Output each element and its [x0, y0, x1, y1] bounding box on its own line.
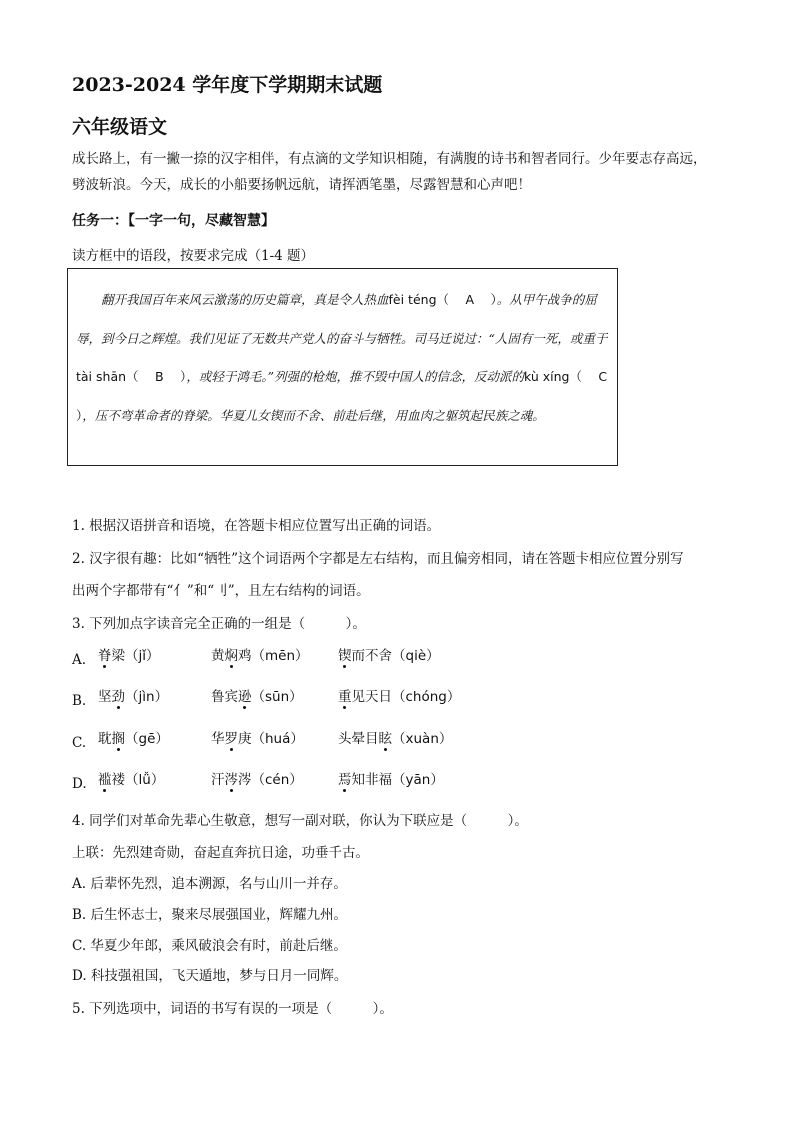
passage-text [76, 281, 624, 435]
blank-a: （ A ） [436, 292, 497, 307]
question-3-option-c [72, 727, 658, 751]
closing-paren: ） [426, 648, 440, 664]
dotted-character: 焖 [224, 648, 238, 664]
pinyin-reading: qiè [405, 648, 427, 664]
pinyin-reading: yān [405, 772, 431, 788]
intro-line-1: 成长路上，有一撇一捺的汉字相伴，有点滴的文学知识相随，有满腹的诗书和智者同行。少年要志存高远， [72, 151, 707, 167]
pinyin-b: tài shān [76, 369, 127, 384]
question-3-option-b [72, 685, 658, 709]
pinyin-reading: huá [265, 731, 291, 747]
word-suffix: （ [125, 689, 139, 705]
word-with-pinyin [338, 685, 460, 705]
word-prefix: 汗 [211, 772, 225, 788]
option-items [98, 727, 658, 747]
option-items [98, 644, 658, 664]
word-prefix: 华 [211, 731, 225, 747]
dotted-character: 逊 [238, 689, 252, 705]
blank-c: （ C ） [76, 369, 624, 423]
dotted-character: 劲 [111, 689, 125, 705]
word-suffix: （ [125, 731, 139, 747]
word-suffix: 褛（ [111, 772, 139, 788]
dotted-character: 重 [338, 689, 352, 705]
closing-paren: ） [155, 731, 169, 747]
pinyin-reading: jǐ [138, 648, 147, 664]
word-with-pinyin [211, 768, 303, 788]
question-4-option-a: A. 后辈怀先烈，追本溯源，名与山川一并存。 [72, 876, 347, 892]
word-suffix: 鸡（ [238, 648, 265, 664]
pinyin-reading: xuàn [405, 731, 439, 747]
pinyin-reading: gē [138, 731, 156, 747]
option-label: A. [72, 652, 87, 668]
closing-paren: ） [146, 648, 160, 664]
pinyin-reading: cén [265, 772, 290, 788]
dotted-character: 眩 [378, 731, 392, 747]
question-4-upper-couplet: 上联：先烈建奇勋，奋起直奔抗日途，功垂千古。 [72, 845, 369, 861]
closing-paren: ） [430, 772, 444, 788]
task-instruction: 读方框中的语段，按要求完成（1-4 题） [72, 248, 315, 264]
word-with-pinyin [98, 768, 164, 788]
word-suffix: 知非福（ [351, 772, 406, 788]
word-prefix: 黄 [211, 648, 225, 664]
pinyin-reading: chóng [405, 689, 447, 705]
closing-paren: ） [289, 772, 303, 788]
question-4-option-d: D. 科技强祖国，飞天遁地，梦与日月一同辉。 [72, 968, 348, 984]
dotted-character: 罗 [224, 731, 238, 747]
word-prefix: 坚 [98, 689, 112, 705]
question-3-option-a [72, 644, 658, 668]
word-with-pinyin [98, 727, 169, 747]
word-with-pinyin [211, 727, 304, 747]
closing-paren: ） [150, 772, 165, 788]
closing-paren: ） [289, 689, 303, 705]
word-with-pinyin [338, 644, 440, 664]
dotted-character: 脊 [98, 648, 112, 664]
word-prefix: 鲁宾 [211, 689, 238, 705]
passage-sentence-3: ，或轻于鸿毛。”列强的枪炮，推不毁中国人的信念，反动派的 [186, 369, 524, 384]
option-label: B. [72, 693, 87, 709]
word-with-pinyin [211, 644, 309, 664]
word-with-pinyin [211, 685, 303, 705]
dotted-character: 搁 [111, 731, 125, 747]
closing-paren: ） [438, 731, 453, 747]
question-2-line-2: 出两个字都带有“亻”和“刂”，且左右结构的词语。 [72, 583, 370, 599]
pinyin-a: fèi téng [388, 292, 437, 307]
option-label: C. [72, 735, 87, 751]
word-with-pinyin [338, 768, 444, 788]
passage-sentence-2: 。从甲午战争的屈辱，到今日之辉煌。我们见证了无数共产党人的奋斗与牺牲。司马迁说过：“人固有一死，或重于 [76, 292, 608, 346]
word-prefix: 耽 [98, 731, 112, 747]
closing-paren: ） [446, 689, 461, 705]
closing-paren: ） [295, 648, 309, 664]
exam-title: 2023-2024 学年度下学期期末试题 [72, 74, 383, 96]
word-with-pinyin [338, 727, 452, 747]
word-suffix: （ [392, 731, 406, 747]
dotted-character: 锲 [338, 648, 352, 664]
passage-sentence-1: 翻开我国百年来风云激荡的历史篇章，真是令人热血 [101, 292, 389, 307]
word-with-pinyin [98, 644, 160, 664]
question-5: 5. 下列选项中，词语的书写有误的一项是（ ）。 [72, 1001, 393, 1017]
dotted-character: 焉 [338, 772, 352, 788]
pinyin-reading: sūn [265, 689, 290, 705]
intro-paragraph [72, 146, 732, 198]
word-prefix: 头晕目 [338, 731, 379, 747]
closing-paren: ） [290, 731, 304, 747]
blank-b: （ B ） [126, 369, 187, 384]
word-suffix: 梁（ [111, 648, 139, 664]
pinyin-c: kù xíng [523, 369, 570, 384]
pinyin-reading: mēn [265, 648, 296, 664]
task-heading: 任务一：【一字一句，尽藏智慧】 [72, 213, 275, 229]
word-suffix: 庚（ [238, 731, 265, 747]
question-2-line-1: 2. 汉字很有趣：比如“牺牲”这个词语两个字都是左右结构，而且偏旁相同，请在答题卡相应位置分别写 [72, 551, 684, 567]
question-4-option-b: B. 后生怀志士，聚来尽展强国业，辉耀九州。 [72, 907, 348, 923]
option-label: D. [72, 776, 87, 792]
option-items [98, 685, 658, 705]
closing-paren: ） [154, 689, 169, 705]
intro-line-2: 劈波斩浪。今天，成长的小船要扬帆远航，请挥洒笔墨，尽露智慧和心声吧！ [72, 177, 531, 193]
word-suffix: （ [251, 689, 265, 705]
pinyin-reading: jìn [138, 689, 155, 705]
option-items [98, 768, 658, 788]
word-suffix: 涔（ [238, 772, 265, 788]
word-with-pinyin [98, 685, 168, 705]
grade-subject-title: 六年级语文 [72, 116, 168, 138]
question-3: 3. 下列加点字读音完全正确的一组是（ ）。 [72, 616, 366, 632]
reading-passage-box [67, 268, 624, 466]
pinyin-reading: lǚ [138, 772, 151, 788]
word-suffix: 见天日（ [351, 689, 406, 705]
dotted-character: 褴 [98, 772, 112, 788]
question-1: 1. 根据汉语拼音和语境，在答题卡相应位置写出正确的词语。 [72, 518, 441, 534]
dotted-character: 涔 [224, 772, 238, 788]
question-4: 4. 同学们对革命先辈心生敬意，想写一副对联，你认为下联应是（ ）。 [72, 813, 528, 829]
question-3-option-d [72, 768, 658, 792]
question-4-option-c: C. 华夏少年郎，乘风破浪会有时，前赴后继。 [72, 938, 347, 954]
word-suffix: 而不舍（ [351, 648, 406, 664]
passage-sentence-4: ，压不弯革命者的脊梁。华夏儿女锲而不舍、前赴后继，用血肉之躯筑起民族之魂。 [82, 407, 545, 423]
